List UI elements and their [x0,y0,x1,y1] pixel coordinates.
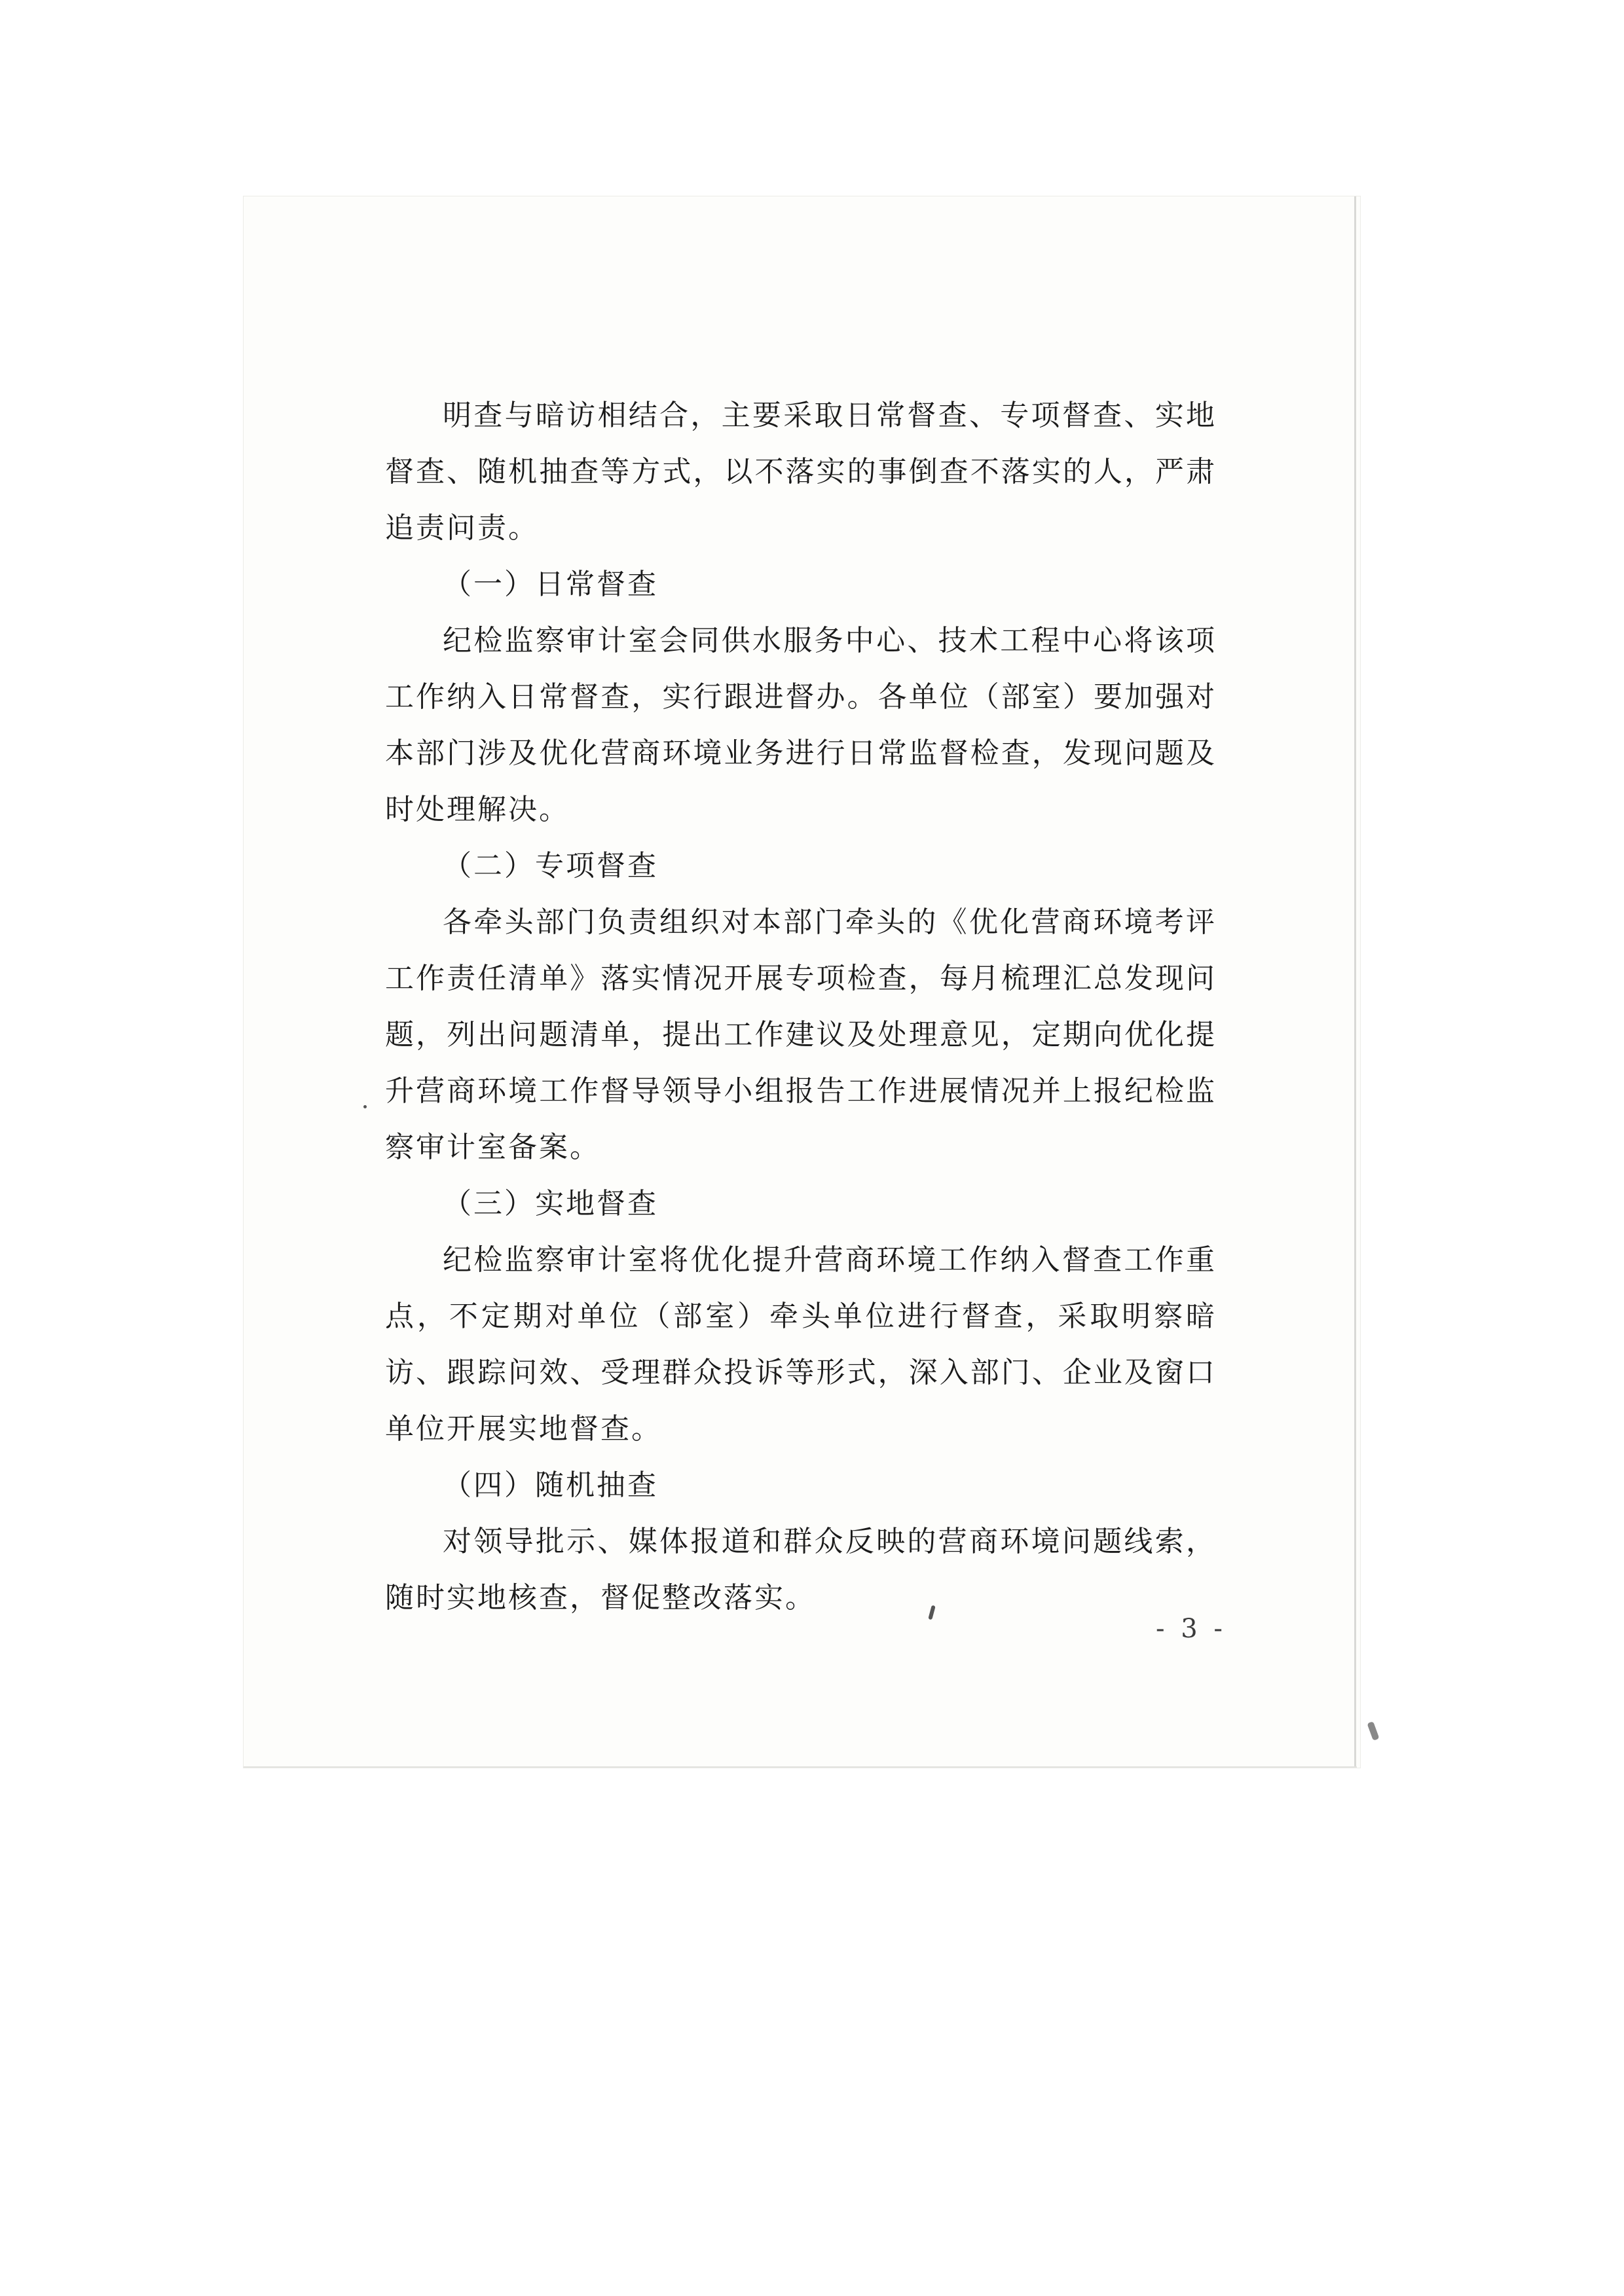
heading-random-inspection: （四）随机抽查 [443,1468,658,1502]
paragraph-random-inspection: 对领导批示、媒体报道和群众反映的营商环境问题线索，随时实地核查，督促整改落实。 [385,1525,1217,1614]
heading-daily-supervision: （一）日常督查 [443,568,658,601]
paragraph-intro: 明查与暗访相结合，主要采取日常督查、专项督查、实地督查、随机抽查等方式，以不落实的事倒查不落实的人，严肃追责问责。 [385,399,1217,545]
page-number: - 3 - [1156,1614,1227,1644]
scan-speck [1367,1721,1380,1741]
paragraph-onsite-supervision: 纪检监察审计室将优化提升营商环境工作纳入督查工作重点，不定期对单位（部室）牵头单位进行督查，采取明察暗访、跟踪问效、受理群众投诉等形式，深入部门、企业及窗口单位开展实地督查。 [385,1243,1217,1446]
heading-onsite-supervision: （三）实地督查 [443,1187,658,1220]
scan-speck [363,1105,367,1108]
paragraph-special-supervision: 各牵头部门负责组织对本部门牵头的《优化营商环境考评工作责任清单》落实情况开展专项检查，每月梳理汇总发现问题，列出问题清单，提出工作建议及处理意见，定期向优化提升营商环境工作督导领导小组报告工作进展情况并上报纪检监察审计室备案。 [385,905,1217,1164]
paragraph-daily-supervision: 纪检监察审计室会同供水服务中心、技术工程中心将该项工作纳入日常督查，实行跟进督办。各单位（部室）要加强对本部门涉及优化营商环境业务进行日常监督检查，发现问题及时处理解决。 [385,624,1217,826]
heading-special-supervision: （二）专项督查 [443,849,658,883]
scan-edge-right [1354,196,1356,1768]
scan-edge-bottom [244,1766,1357,1768]
document-body [385,388,1217,1626]
